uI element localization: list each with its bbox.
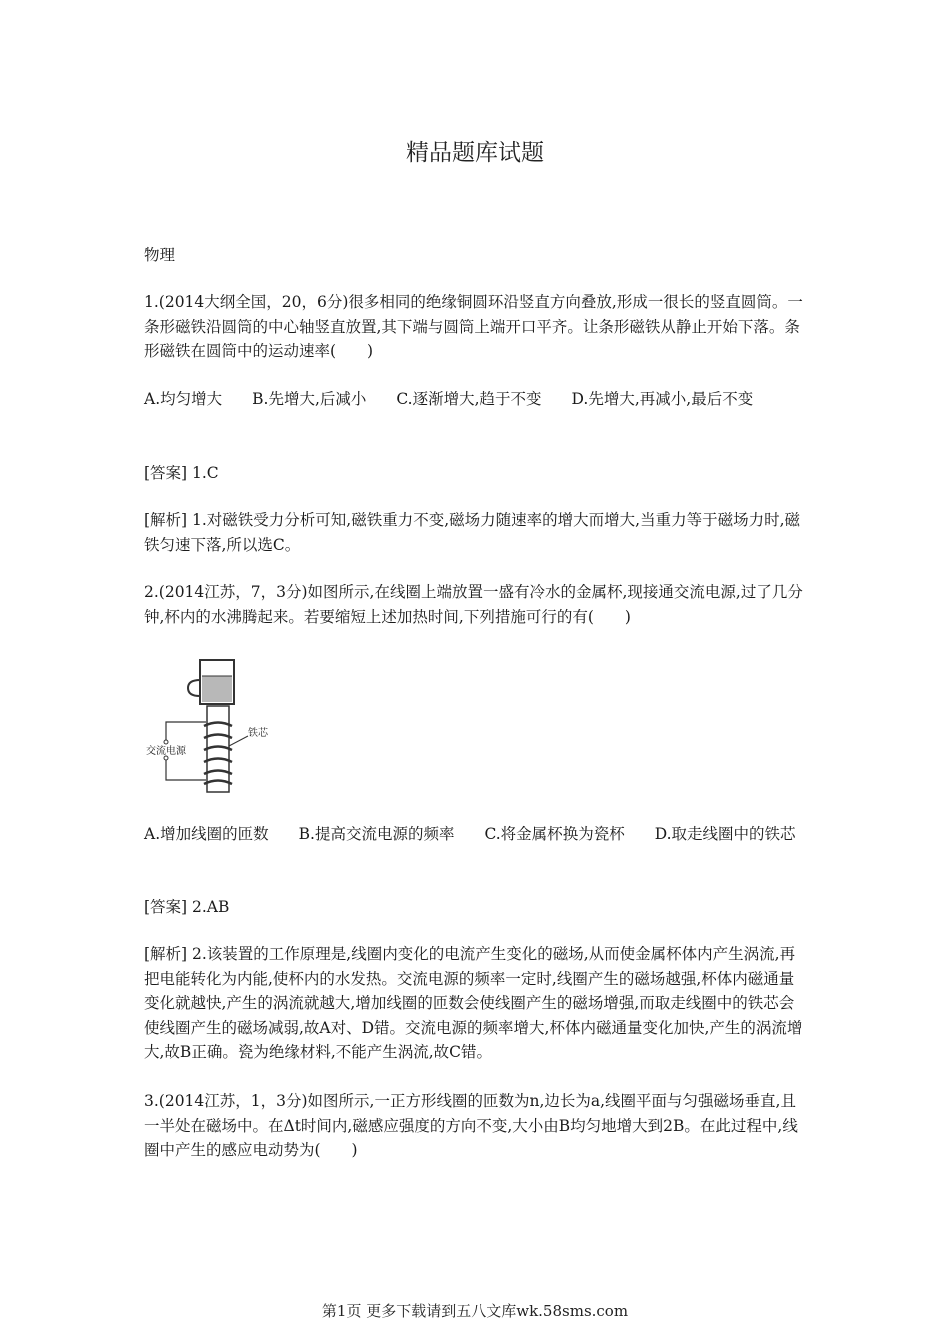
question-2-analysis: [解析] 2.该装置的工作原理是,线圈内变化的电流产生变化的磁场,从而使金属杯体内产生涡流,再把电能转化为内能,使杯内的水发热。交流电源的频率一定时,线圈产生的磁场越强,杯体内磁通量变化就越快,产生的涡流就越大,增加线圈的匝数会使线圈产生的磁场增强,而取走线圈中的铁芯会使线圈产生的磁场减弱,故A对、D错。交流电源的频率增大,杯体内磁通量变化加快,产生的涡流增大,故B正确。瓷为绝缘材料,不能产生涡流,故C错。 [144,945,803,1061]
question-1-stem: 1.(2014大纲全国，20，6分)很多相同的绝缘铜圆环沿竖直方向叠放,形成一很长的竖直圆筒。一条形磁铁沿圆筒的中心轴竖直放置,其下端与圆筒上端开口平齐。让条形磁铁从静止开始下落。条形磁铁在圆筒中的运动速率( ) [144,293,803,360]
option-d: D.取走线圈中的铁芯 [654,825,796,843]
option-b: B.提高交流电源的频率 [298,825,455,843]
ac-source-label: 交流电源 [146,746,186,757]
question-1-analysis: [解析] 1.对磁铁受力分析可知,磁铁重力不变,磁场力随速率的增大而增大,当重力等于磁场力时,磁铁匀速下落,所以选C。 [144,511,801,554]
option-c: C.将金属杯换为瓷杯 [484,825,625,843]
question-2-answer: [答案] 2.AB [144,898,230,916]
option-a: A.增加线圈的匝数 [144,825,269,843]
option-d: D.先增大,再减小,最后不变 [571,390,754,408]
question-2-stem: 2.(2014江苏，7，3分)如图所示,在线圈上端放置一盛有冷水的金属杯,现接通交流电源,过了几分钟,杯内的水沸腾起来。若要缩短上述加热时间,下列措施可行的有( ) [144,583,803,626]
question-3-stem: 3.(2014江苏，1，3分)如图所示,一正方形线圈的匝数为n,边长为a,线圈平面与匀强磁场垂直,且一半处在磁场中。在Δt时间内,磁感应强度的方向不变,大小由B均匀地增大到2B。在此过程中,线圈中产生的感应电动势为( ) [144,1092,798,1159]
iron-core-label: 铁芯 [248,728,268,739]
subject-label: 物理 [144,246,176,264]
option-a: A.均匀增大 [144,390,223,408]
page-footer: 第1页 更多下载请到五八文库wk.58sms.com [321,1302,629,1320]
document-title: 精品题库试题 [406,140,544,166]
induction-heating-figure [144,656,284,796]
question-2-options [144,822,809,847]
question-1-answer: [答案] 1.C [144,464,219,482]
option-c: C.逐渐增大,趋于不变 [396,390,542,408]
option-b: B.先增大,后减小 [252,390,367,408]
question-1-options [144,387,809,412]
